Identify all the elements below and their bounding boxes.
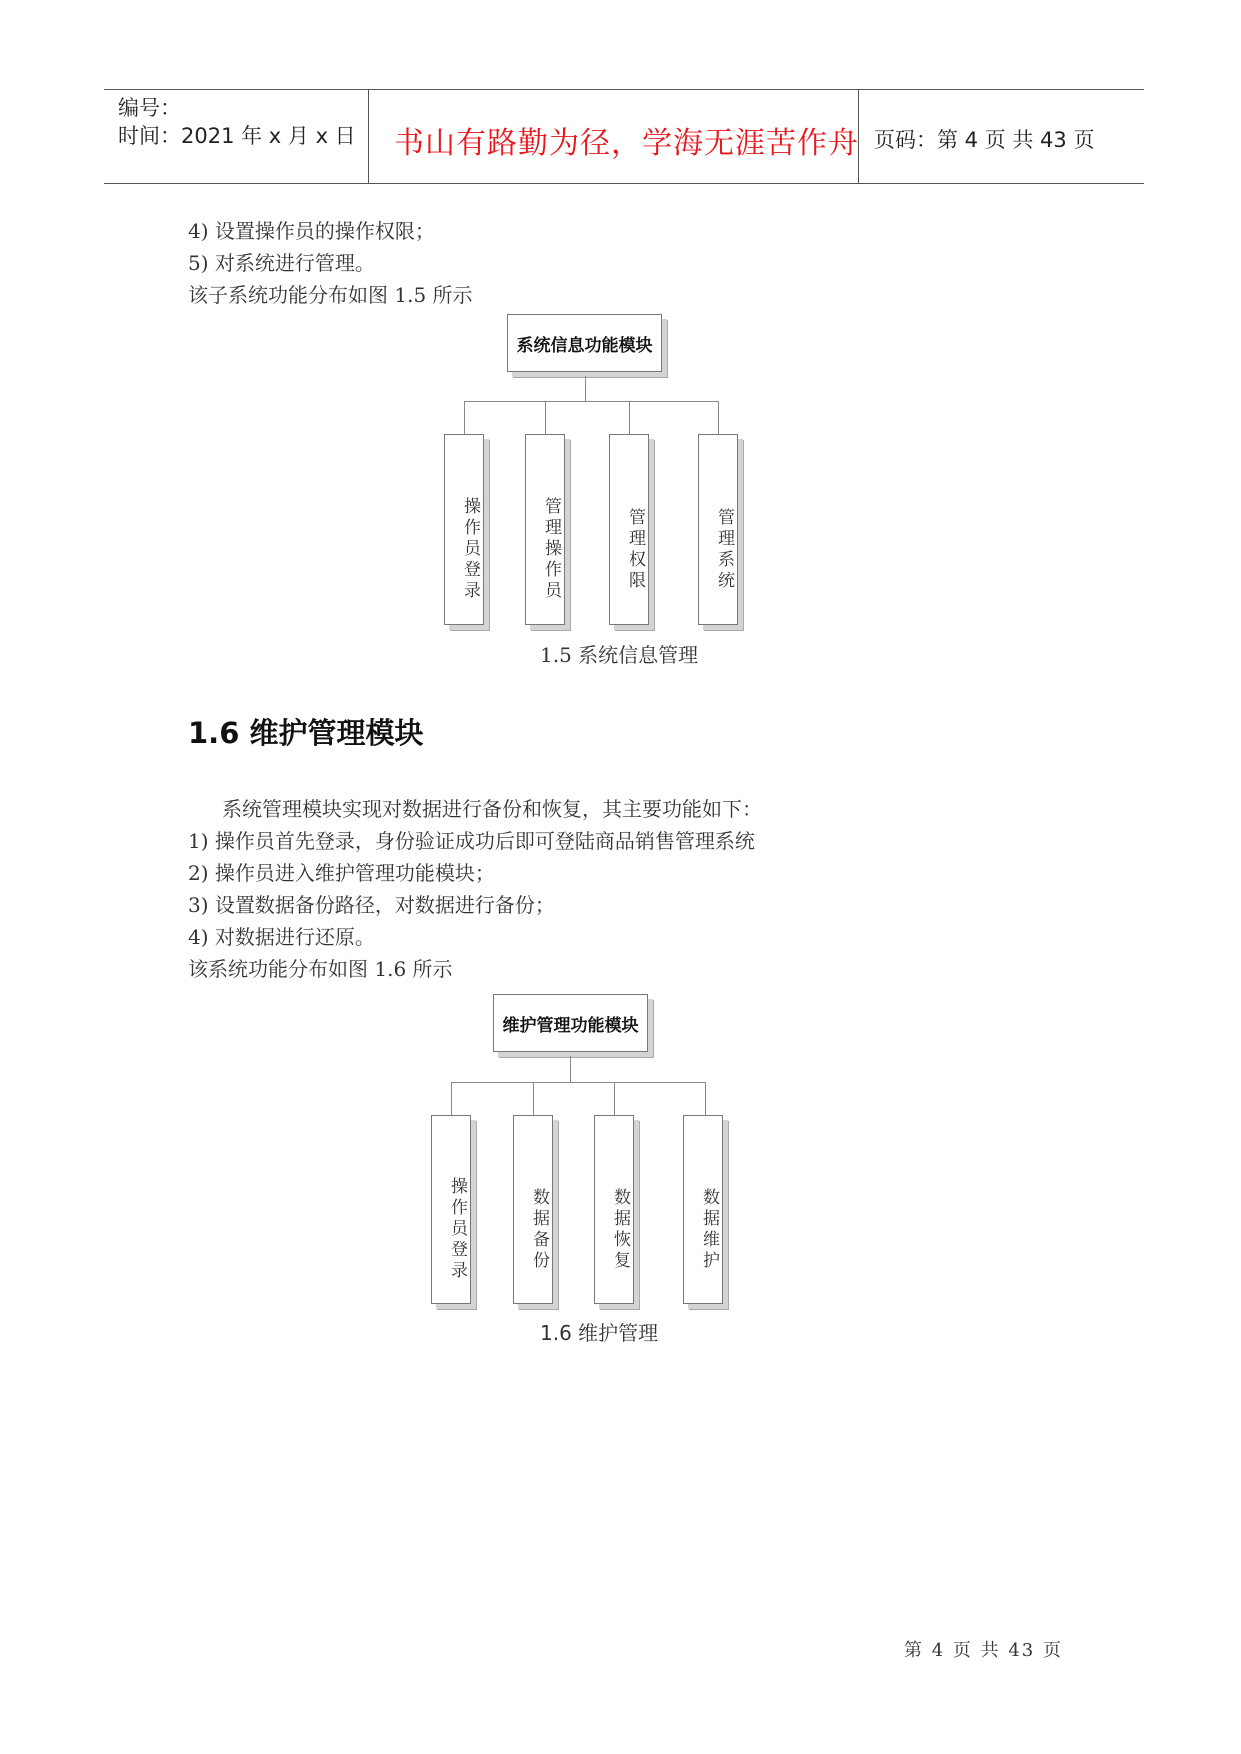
connector-line xyxy=(705,1082,706,1115)
figure-caption: 1.5 系统信息管理 xyxy=(540,643,699,667)
chart-leaf-box: 管理操作员 xyxy=(525,434,565,625)
chart-root-box: 系统信息功能模块 xyxy=(507,314,662,372)
figure-intro: 该系统功能分布如图 1.6 所示 xyxy=(188,957,453,981)
list-item: 1) 操作员首先登录，身份验证成功后即可登陆商品销售管理系统 xyxy=(188,829,755,853)
list-item: 3) 设置数据备份路径，对数据进行备份； xyxy=(188,893,555,917)
page-label: 页码：第 4 页 共 43 页 xyxy=(874,128,1095,152)
chart-leaf-box: 数据维护 xyxy=(683,1115,723,1304)
chart-leaf-box: 数据备份 xyxy=(513,1115,553,1304)
list-item: 2) 操作员进入维护管理功能模块； xyxy=(188,861,495,885)
chart-root-box: 维护管理功能模块 xyxy=(493,994,648,1052)
chart-leaf-box: 管理系统 xyxy=(698,434,738,625)
connector-line xyxy=(570,1056,571,1082)
connector-line xyxy=(614,1082,615,1115)
chart-leaf-box: 管理权限 xyxy=(609,434,649,625)
figure-intro: 该子系统功能分布如图 1.5 所示 xyxy=(188,283,473,307)
connector-line xyxy=(464,401,465,434)
section-heading: 1.6 维护管理模块 xyxy=(188,716,424,750)
connector-line xyxy=(545,401,546,434)
connector-line xyxy=(718,401,719,434)
connector-line xyxy=(533,1082,534,1115)
section-paragraph: 系统管理模块实现对数据进行备份和恢复，其主要功能如下： xyxy=(222,797,762,821)
time-label: 时间：2021 年 x 月 x 日 xyxy=(118,124,356,148)
chart-leaf-box: 操作员登录 xyxy=(444,434,484,625)
list-item: 5) 对系统进行管理。 xyxy=(188,251,375,275)
connector-line xyxy=(451,1082,452,1115)
motto-text: 书山有路勤为径，学海无涯苦作舟 xyxy=(394,126,859,161)
chart-leaf-box: 数据恢复 xyxy=(594,1115,634,1304)
header-top-rule xyxy=(104,89,1144,90)
header-bottom-rule xyxy=(104,183,1144,184)
list-item: 4) 对数据进行还原。 xyxy=(188,925,375,949)
connector-line xyxy=(451,1082,705,1083)
connector-line xyxy=(464,401,718,402)
page-footer: 第 4 页 共 43 页 xyxy=(904,1640,1063,1661)
header-divider-left xyxy=(368,90,369,183)
figure-caption: 1.6 维护管理 xyxy=(540,1321,659,1345)
connector-line xyxy=(629,401,630,434)
chart-leaf-box: 操作员登录 xyxy=(431,1115,471,1304)
list-item: 4) 设置操作员的操作权限； xyxy=(188,219,435,243)
number-label: 编号： xyxy=(118,96,181,120)
connector-line xyxy=(585,376,586,401)
